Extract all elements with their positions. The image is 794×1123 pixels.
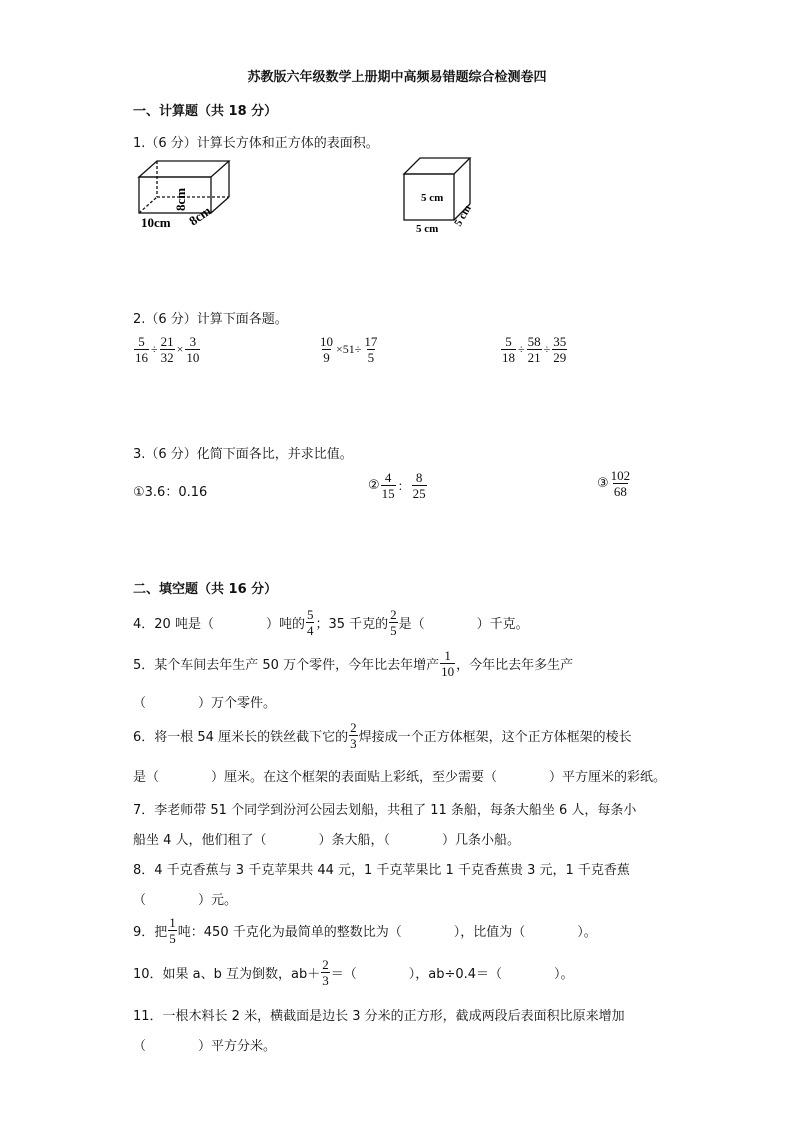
section-2-heading: 二、填空题（共 16 分）: [133, 582, 278, 597]
fraction: $\frac{58}{21}$: [527, 334, 541, 365]
question-5-line-1: 5．某个车间去年生产 50 万个零件，今年比去年增产 $\frac{1}{10}$ ，今年比去年多生产: [133, 648, 574, 679]
cuboid-width-label: 8cm: [186, 202, 214, 229]
question-8-line-2: （ ）元。: [133, 893, 238, 908]
fraction: $\frac{5}{16}$: [135, 334, 148, 365]
question-6-line-1: 6．将一根 54 厘米长的铁丝截下它的 $\frac{2}{3}$ 焊接成一个正方体框架，这个正方体框架的棱长: [133, 720, 632, 751]
cube-figure: [400, 152, 490, 237]
question-10: 10．如果 a、b 互为倒数，ab＋ $\frac{2}{3}$ ＝（ ），ab÷0.4＝（ ）。: [133, 957, 574, 988]
question-1-text: 1.（6 分）计算长方体和正方体的表面积。: [133, 136, 379, 151]
fraction: $\frac{4}{15}$: [381, 470, 395, 501]
cube-bottom-label: 5 cm: [416, 223, 439, 235]
question-5-line-2: （ ）万个零件。: [133, 696, 277, 711]
fraction: $\frac{35}{29}$: [553, 334, 567, 365]
fraction: $\frac{8}{25}$: [412, 470, 426, 501]
expression-3: $\frac{5}{18}$ ÷ $\frac{58}{21}$ ÷ $\frac{35}{29}$: [502, 334, 567, 365]
fraction: $\frac{1}{10}$: [441, 648, 455, 679]
cuboid-length-label: 10cm: [141, 215, 171, 230]
cube-front-label: 5 cm: [421, 192, 444, 204]
question-3-text: 3.（6 分）化简下面各比，并求比值。: [133, 447, 353, 462]
cube-side-label: 5 cm: [452, 203, 474, 229]
question-11-line-2: （ ）平方分米。: [133, 1039, 277, 1054]
fraction: $\frac{1}{5}$: [169, 915, 176, 946]
question-11-line-1: 11．一根木料长 2 米，横截面是边长 3 分米的正方形，截成两段后表面积比原来增加: [133, 1009, 625, 1024]
fraction: $\frac{102}{68}$: [610, 468, 631, 499]
cuboid-figure: [133, 155, 243, 235]
fraction: $\frac{2}{3}$: [322, 957, 329, 988]
fraction: $\frac{5}{18}$: [502, 334, 515, 365]
cuboid-height-label: 8cm: [173, 187, 188, 211]
ratio-3: ③ $\frac{102}{68}$: [597, 468, 631, 499]
page-title: 苏教版六年级数学上册期中高频易错题综合检测卷四: [247, 70, 547, 85]
question-9: 9．把 $\frac{1}{5}$ 吨：450 千克化为最简单的整数比为（ ），比值为（ ）。: [133, 915, 597, 946]
expression-1: $\frac{5}{16}$ ÷ $\frac{21}{32}$ × $\frac{3}{10}$: [135, 334, 200, 365]
question-7-line-1: 7．李老师带 51 个同学到汾河公园去划船，共租了 11 条船，每条大船坐 6 人，每条小: [133, 803, 637, 818]
expression-2: $\frac{10}{9}$ ×51÷ $\frac{17}{5}$: [320, 334, 378, 365]
question-7-line-2: 船坐 4 人，他们租了（ ）条大船，（ ）几条小船。: [133, 833, 521, 848]
fraction: $\frac{5}{4}$: [306, 607, 314, 638]
question-4: 4．20 吨是（ ）吨的 $\frac{5}{4}$ ；35 千克的 $\frac{2}{5}$ 是（ ）千克。: [133, 607, 529, 638]
question-2-text: 2.（6 分）计算下面各题。: [133, 312, 288, 327]
section-1-heading: 一、计算题（共 18 分）: [133, 104, 278, 119]
ratio-2: ② $\frac{4}{15}$ ： $\frac{8}{25}$: [368, 470, 426, 501]
fraction: $\frac{2}{3}$: [350, 720, 357, 751]
ratio-1: ①3.6：0.16: [133, 485, 208, 500]
fraction: $\frac{10}{9}$: [320, 334, 333, 365]
fraction: $\frac{3}{10}$: [186, 334, 200, 365]
fraction: $\frac{17}{5}$: [364, 334, 378, 365]
question-6-line-2: 是（ ）厘米。在这个框架的表面贴上彩纸，至少需要（ ）平方厘米的彩纸。: [133, 770, 667, 785]
fraction: $\frac{2}{5}$: [390, 607, 397, 638]
question-8-line-1: 8．4 千克香蕉与 3 千克苹果共 44 元，1 千克苹果比 1 千克香蕉贵 3 元，1 千克香蕉: [133, 863, 630, 878]
fraction: $\frac{21}{32}$: [160, 334, 174, 365]
